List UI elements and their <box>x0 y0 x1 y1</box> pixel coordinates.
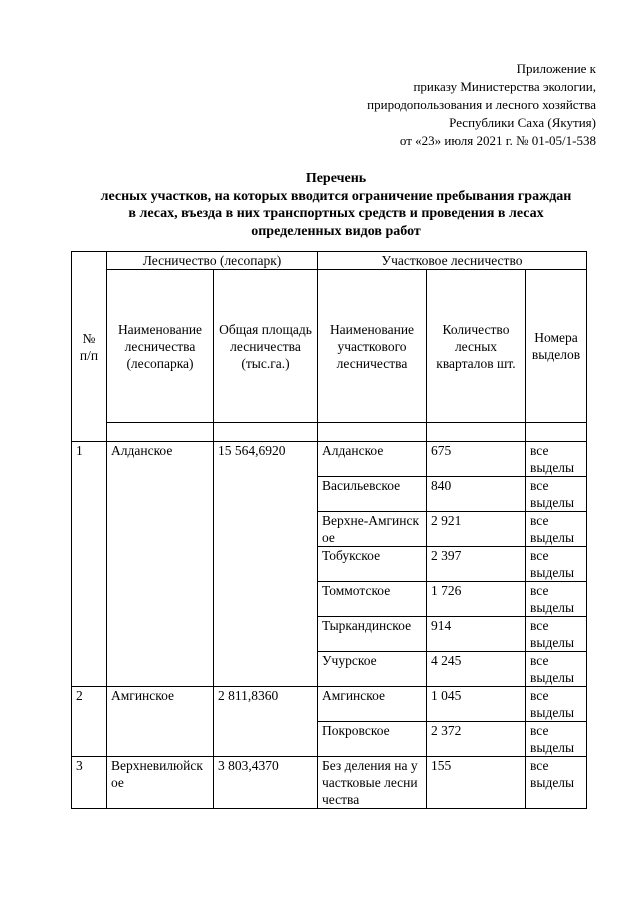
cell-allotments: все выделы <box>526 442 587 477</box>
cell-allotments: все выделы <box>526 652 587 687</box>
cell-quarters: 1 726 <box>427 582 526 617</box>
forest-plots-table <box>71 251 587 809</box>
table-row <box>72 687 587 722</box>
cell-area: 15 564,6920 <box>214 442 318 687</box>
cell-quarters: 2 372 <box>427 722 526 757</box>
cell-district-name: Амгинское <box>318 687 427 722</box>
gap-cell <box>318 423 427 442</box>
cell-district-name: Без деления на участковые лесничества <box>318 757 427 809</box>
cell-num: 3 <box>72 757 107 809</box>
cell-quarters: 2 921 <box>427 512 526 547</box>
cell-num: 1 <box>72 442 107 687</box>
cell-forestry: Алданское <box>107 442 214 687</box>
cell-allotments: все выделы <box>526 547 587 582</box>
header-num: № п/п <box>72 252 107 442</box>
cell-forestry: Верхневилюйское <box>107 757 214 809</box>
cell-allotments: все выделы <box>526 617 587 652</box>
cell-district-name: Тыркандинское <box>318 617 427 652</box>
table-row <box>72 757 587 809</box>
cell-allotments: все выделы <box>526 512 587 547</box>
cell-district-name: Томмотское <box>318 582 427 617</box>
header-forestry-group: Лесничество (лесопарк) <box>107 252 318 270</box>
annex-line: приказу Министерства экологии, <box>413 79 596 94</box>
cell-district-name: Алданское <box>318 442 427 477</box>
title-line: Перечень <box>305 171 367 186</box>
gap-cell <box>214 423 318 442</box>
cell-area: 2 811,8360 <box>214 687 318 757</box>
header-quarters: Количество лесных кварталов шт. <box>427 270 526 423</box>
cell-quarters: 840 <box>427 477 526 512</box>
header-row-group <box>72 252 587 270</box>
header-district-group: Участковое лесничество <box>318 252 587 270</box>
annex-line: от «23» июля 2021 г. № 01-05/1-538 <box>399 133 596 148</box>
cell-district-name: Учурское <box>318 652 427 687</box>
cell-district-name: Тобукское <box>318 547 427 582</box>
cell-quarters: 1 045 <box>427 687 526 722</box>
gap-cell <box>107 423 214 442</box>
cell-num: 2 <box>72 687 107 757</box>
cell-area: 3 803,4370 <box>214 757 318 809</box>
annex-line: Приложение к <box>516 61 596 76</box>
table-row <box>72 442 587 477</box>
header-area: Общая площадь лесничества (тыс.га.) <box>214 270 318 423</box>
document-title <box>56 170 616 240</box>
header-district-name: Наименование участкового лесничества <box>318 270 427 423</box>
cell-quarters: 675 <box>427 442 526 477</box>
title-line: лесных участков, на которых вводится ограничение пребывания граждан <box>100 188 572 204</box>
cell-allotments: все выделы <box>526 477 587 512</box>
cell-allotments: все выделы <box>526 722 587 757</box>
cell-quarters: 4 245 <box>427 652 526 687</box>
cell-forestry: Амгинское <box>107 687 214 757</box>
cell-allotments: все выделы <box>526 582 587 617</box>
header-forestry-name: Наименование лесничества (лесопарка) <box>107 270 214 423</box>
annex-line: Республики Саха (Якутия) <box>449 115 596 130</box>
cell-quarters: 914 <box>427 617 526 652</box>
header-allotments: Номера выделов <box>526 270 587 423</box>
cell-quarters: 2 397 <box>427 547 526 582</box>
gap-cell <box>427 423 526 442</box>
header-gap-row <box>72 423 587 442</box>
cell-district-name: Верхне-Амгинское <box>318 512 427 547</box>
gap-cell <box>526 423 587 442</box>
title-line: определенных видов работ <box>251 223 421 239</box>
cell-district-name: Покровское <box>318 722 427 757</box>
title-line: в лесах, въезда в них транспортных средств и проведения в лесах <box>128 206 544 221</box>
cell-allotments: все выделы <box>526 757 587 809</box>
annex-block <box>367 60 596 150</box>
cell-allotments: все выделы <box>526 687 587 722</box>
cell-district-name: Васильевское <box>318 477 427 512</box>
cell-quarters: 155 <box>427 757 526 809</box>
annex-line: природопользования и лесного хозяйства <box>367 97 596 112</box>
header-row-columns <box>72 270 587 423</box>
